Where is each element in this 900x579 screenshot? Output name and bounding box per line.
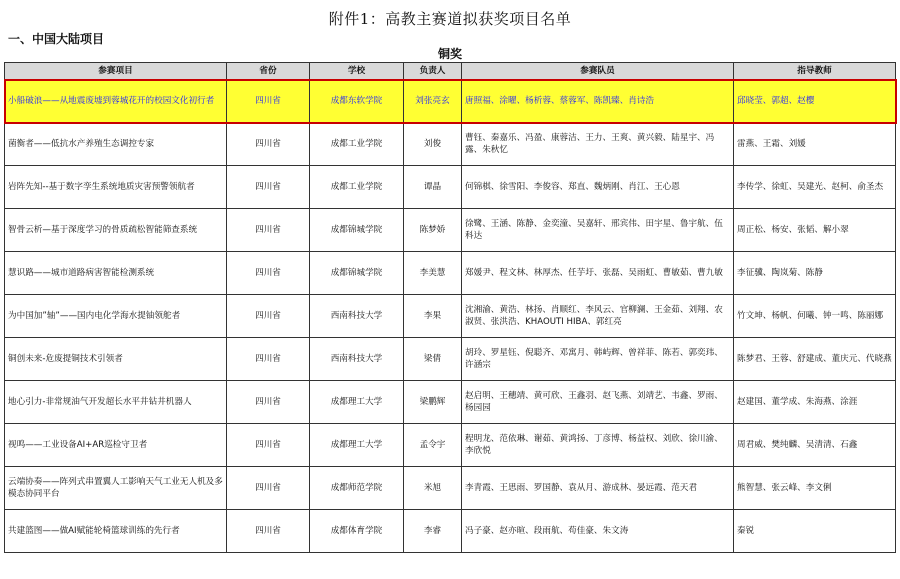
cell-province: 四川省 [227,123,310,166]
cell-project: 菌衡者——低抗水产养殖生态调控专家 [5,123,227,166]
cell-project: 为中国加”轴”——国内电化学海水提铀领舵者 [5,295,227,338]
cell-members: 曹钰、秦嘉乐、冯盈、康蓉洁、王力、王爽、黄兴毅、陆星宇、冯露、朱秋忆 [462,123,734,166]
cell-province: 四川省 [227,295,310,338]
cell-leader: 梁鹏辉 [404,381,462,424]
table-row [5,166,896,209]
cell-project: 铜创未来-危废提铜技术引领者 [5,338,227,381]
cell-province: 四川省 [227,424,310,467]
cell-members: 徐鹭、王涵、陈静、金奕潼、吴嘉轩、邢宾伟、田宇星、鲁宇航、伍科达 [462,209,734,252]
cell-advisors: 赵建国、董学成、朱海燕、涂涯 [734,381,896,424]
cell-school: 西南科技大学 [310,338,404,381]
cell-advisors: 周正松、杨安、张韬、解小翠 [734,209,896,252]
table-row-highlighted [5,80,896,123]
cell-members: 冯子豪、赵亦暄、段雨航、苟佳豪、朱文涛 [462,510,734,553]
header-province: 省份 [227,63,310,80]
cell-province: 四川省 [227,381,310,424]
cell-school: 成都锦城学院 [310,209,404,252]
cell-members: 何锦棋、徐雪阳、李俊容、郑直、魏炳刚、肖江、王心恩 [462,166,734,209]
cell-members: 郑媛尹、程文林、林厚杰、任芋圩、张磊、吴雨虹、曹敏茹、曹九敏 [462,252,734,295]
cell-advisors: 竹文坤、杨帆、何曦、钟一鸣、陈丽娜 [734,295,896,338]
cell-leader: 陈梦娇 [404,209,462,252]
cell-advisors: 李征骥、陶岚菊、陈静 [734,252,896,295]
cell-school: 成都东软学院 [310,80,404,123]
cell-members: 沈湘渝、黄浩、林扬、肖顺红、李风云、官柳澜、王金茹、刘翔、农淑贤、张洪浩、KHAOUTI HIBA、郭红亮 [462,295,734,338]
cell-advisors: 秦锐 [734,510,896,553]
cell-advisors: 李传学、徐虹、吴建光、赵柯、俞圣杰 [734,166,896,209]
cell-leader: 谭晶 [404,166,462,209]
cell-school: 成都理工大学 [310,381,404,424]
award-table [4,62,896,553]
cell-leader: 刘张亮玄 [404,80,462,123]
header-project: 参赛项目 [5,63,227,80]
section-title: 一、中国大陆项目 [8,32,105,46]
cell-advisors: 陈梦君、王蓉、舒建成、董庆元、代晓燕 [734,338,896,381]
table-header-row [5,63,896,80]
header-leader: 负责人 [404,63,462,80]
header-members: 参赛队员 [462,63,734,80]
cell-project: 云端协奏——阵列式串置翼人工影响天气工业无人机及多模态协同平台 [5,467,227,510]
cell-project: 视鸣——工业设备AI+AR巡检守卫者 [5,424,227,467]
header-school: 学校 [310,63,404,80]
cell-project: 慧识路——城市道路病害智能检测系统 [5,252,227,295]
cell-leader: 李果 [404,295,462,338]
cell-project: 地心引力-非常规油气开发超长水平井钻井机器人 [5,381,227,424]
cell-school: 成都锦城学院 [310,252,404,295]
cell-leader: 李睿 [404,510,462,553]
cell-school: 成都师范学院 [310,467,404,510]
cell-school: 成都工业学院 [310,166,404,209]
cell-school: 成都理工大学 [310,424,404,467]
table-row [5,209,896,252]
table-row [5,295,896,338]
table-row [5,338,896,381]
cell-leader: 梁倩 [404,338,462,381]
cell-province: 四川省 [227,252,310,295]
cell-province: 四川省 [227,467,310,510]
cell-school: 成都工业学院 [310,123,404,166]
cell-leader: 刘俊 [404,123,462,166]
cell-project: 岩阵先知--基于数字孪生系统地质灾害预警领航者 [5,166,227,209]
award-level-title: 铜奖 [437,47,462,61]
document-title: 附件1：高教主赛道拟获奖项目名单 [328,10,572,28]
cell-members: 赵启明、王穗靖、黄可欣、王鑫羽、赵飞燕、刘靖艺、韦鑫、罗雨、杨园园 [462,381,734,424]
cell-province: 四川省 [227,338,310,381]
table-row [5,123,896,166]
cell-province: 四川省 [227,80,310,123]
cell-advisors: 熊智慧、张云峰、李文俐 [734,467,896,510]
cell-members: 胡玲、罗星钰、倪聪齐、邓寓月、韩屿辉、曾祥菲、陈若、郭奕玮、许涵宗 [462,338,734,381]
cell-leader: 孟令宇 [404,424,462,467]
table-row [5,467,896,510]
cell-advisors: 邱晓莹、郭超、赵樱 [734,80,896,123]
cell-school: 成都体育学院 [310,510,404,553]
cell-province: 四川省 [227,510,310,553]
cell-project: 共建篮图——做AI赋能轮椅篮球训练的先行者 [5,510,227,553]
cell-members: 唐照福、涂曜、杨析蓉、蔡蓉军、陈凯臻、肖诗浩 [462,80,734,123]
table-row [5,381,896,424]
cell-province: 四川省 [227,166,310,209]
cell-members: 程明龙、范依琳、谢茹、黄鸿扬、丁彦博、杨益权、刘欣、徐川渝、李欣悦 [462,424,734,467]
table-row [5,252,896,295]
header-advisors: 指导教师 [734,63,896,80]
cell-leader: 米旭 [404,467,462,510]
cell-project: 智骨云析—基于深度学习的骨质疏松智能筛查系统 [5,209,227,252]
cell-members: 李青霞、王思雨、罗国静、袁从月、游成林、晏远霞、范天君 [462,467,734,510]
table-row [5,510,896,553]
cell-project: 小船破浪——从地震废墟到蓉城花开的校园文化初行者 [5,80,227,123]
cell-advisors: 雷燕、王霜、刘媛 [734,123,896,166]
cell-school: 西南科技大学 [310,295,404,338]
cell-leader: 李美慧 [404,252,462,295]
cell-province: 四川省 [227,209,310,252]
cell-advisors: 周君威、樊纯麟、吴清清、石鑫 [734,424,896,467]
table-row [5,424,896,467]
